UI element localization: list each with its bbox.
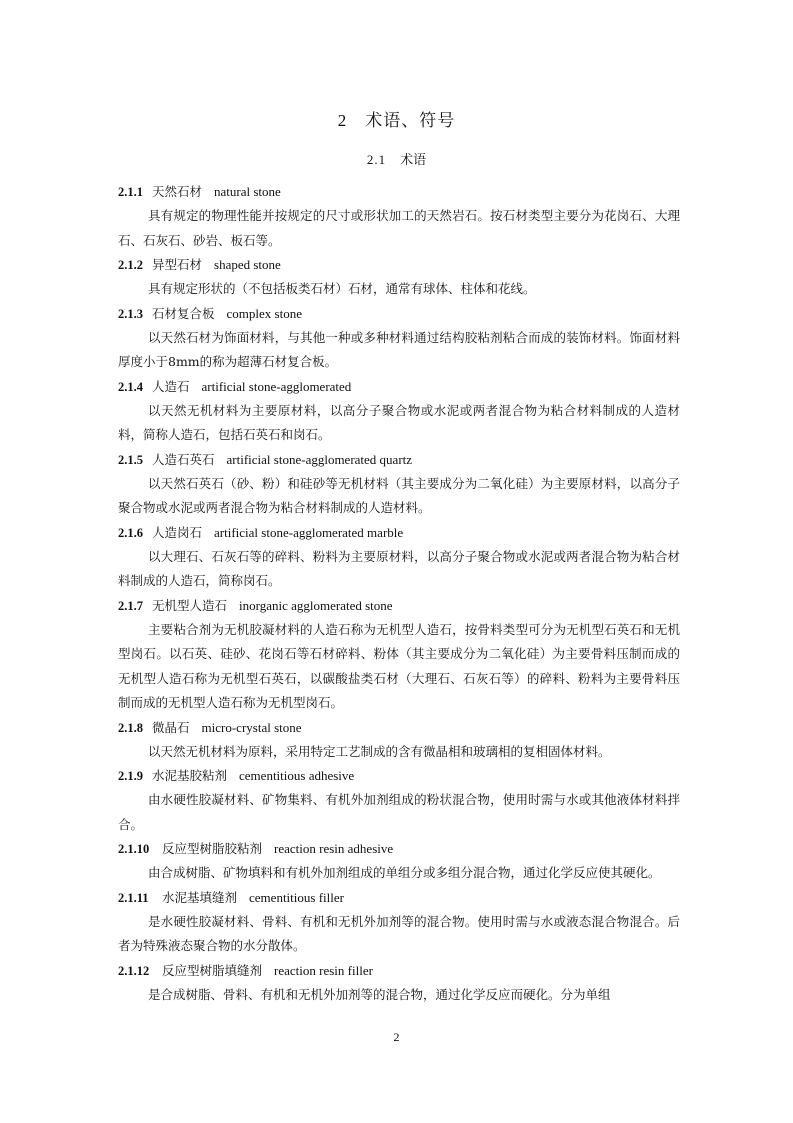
term-entry bbox=[118, 253, 680, 302]
term-definition: 由水硬性胶凝材料、矿物集料、有机外加剂组成的粉状混合物，使用时需与水或其他液体材料拌合。 bbox=[118, 792, 680, 832]
term-entry bbox=[118, 764, 680, 837]
term-number: 2.1.2 bbox=[118, 258, 143, 272]
term-name-en: inorganic agglomerated stone bbox=[239, 597, 393, 613]
term-definition: 主要粘合剂为无机胶凝材料的人造石称为无机型人造石，按骨料类型可分为无机型石英石和无机型岗石。以石英、硅砂、花岗石等石材碎料、粉体（其主要成分为二氧化硅）为主要骨料压制而成的无机型人造石称为无机型石英石，以碳酸盐类石材（大理石、石灰石等）的碎料、粉料为主要骨料压制而成的无机型人造石称为无机型岗石。 bbox=[118, 621, 680, 710]
term-name-zh: 微晶石 bbox=[152, 719, 190, 735]
term-list bbox=[118, 180, 680, 1007]
term-name-zh: 石材复合板 bbox=[152, 305, 215, 321]
term-name-zh: 反应型树脂填缝剂 bbox=[162, 962, 263, 978]
term-name-en: complex stone bbox=[226, 305, 302, 321]
term-entry bbox=[118, 594, 680, 716]
term-name-en: shaped stone bbox=[214, 257, 281, 272]
term-entry bbox=[118, 521, 680, 594]
term-definition: 具有规定的物理性能并按规定的尺寸或形状加工的天然岩石。按石材类型主要分为花岗石、大理石、石灰石、砂岩、板石等。 bbox=[118, 208, 680, 248]
term-name-zh: 无机型人造石 bbox=[152, 597, 228, 613]
section-title-text: 术语 bbox=[400, 153, 427, 168]
term-number: 2.1.3 bbox=[118, 306, 143, 321]
term-definition: 是合成树脂、骨料、有机和无机外加剂等的混合物，通过化学反应而硬化。分为单组 bbox=[148, 986, 611, 1002]
term-number: 2.1.4 bbox=[118, 379, 143, 394]
section-number: 2.1 bbox=[366, 152, 387, 167]
term-definition: 是水硬性胶凝材料、骨料、有机和无机外加剂等的混合物。使用时需与水或液态混合物混合。后者为特殊液态聚合物的水分散体。 bbox=[118, 913, 680, 953]
term-definition: 由合成树脂、矿物填料和有机外加剂组成的单组分或多组分混合物，通过化学反应使其硬化。 bbox=[148, 865, 661, 880]
term-name-en: natural stone bbox=[214, 184, 281, 199]
term-definition: 以大理石、石灰石等的碎料、粉料为主要原材料，以高分子聚合物或水泥或两者混合物为粘合材料制成的人造石，简称岗石。 bbox=[118, 548, 680, 588]
term-entry bbox=[118, 448, 680, 521]
chapter-title bbox=[0, 106, 793, 131]
term-definition: 以天然无机材料为主要原材料，以高分子聚合物或水泥或两者混合物为粘合材料制成的人造材料，简称人造石，包括石英石和岗石。 bbox=[118, 402, 680, 442]
term-entry bbox=[118, 959, 680, 1008]
section-title bbox=[0, 149, 793, 168]
term-entry bbox=[118, 716, 680, 765]
term-entry bbox=[118, 302, 680, 375]
term-name-zh: 水泥基填缝剂 bbox=[162, 889, 238, 905]
term-name-en: reaction resin filler bbox=[274, 962, 373, 978]
term-number: 2.1.6 bbox=[118, 525, 143, 540]
term-name-zh: 水泥基胶粘剂 bbox=[152, 768, 228, 783]
term-number: 2.1.9 bbox=[118, 769, 143, 783]
term-definition: 以天然无机材料为原料，采用特定工艺制成的含有微晶相和玻璃相的复相固体材料。 bbox=[148, 743, 611, 759]
chapter-number: 2 bbox=[337, 111, 348, 130]
term-number: 2.1.11 bbox=[118, 890, 149, 905]
term-entry bbox=[118, 837, 680, 886]
page-number: 2 bbox=[393, 1030, 400, 1044]
term-name-zh: 反应型树脂胶粘剂 bbox=[162, 841, 263, 856]
term-definition: 具有规定形状的（不包括板类石材）石材，通常有球体、柱体和花线。 bbox=[148, 281, 536, 296]
term-name-zh: 人造石英石 bbox=[152, 451, 215, 467]
term-number: 2.1.5 bbox=[118, 452, 143, 467]
term-entry bbox=[118, 180, 680, 253]
term-name-zh: 人造石 bbox=[152, 378, 190, 394]
term-number: 2.1.7 bbox=[118, 598, 143, 613]
term-definition: 以天然石材为饰面材料，与其他一种或多种材料通过结构胶粘剂粘合而成的装饰材料。饰面材料厚度小于8mm的称为超薄石材复合板。 bbox=[118, 329, 680, 369]
term-definition: 以天然石英石（砂、粉）和硅砂等无机材料（其主要成分为二氧化硅）为主要原材料，以高分子聚合物或水泥或两者混合物为粘合材料制成的人造材料。 bbox=[118, 475, 680, 515]
term-name-zh: 人造岗石 bbox=[152, 524, 203, 540]
chapter-title-text: 术语、符号 bbox=[365, 111, 456, 131]
term-number: 2.1.12 bbox=[118, 963, 150, 978]
term-number: 2.1.10 bbox=[118, 842, 150, 856]
term-number: 2.1.1 bbox=[118, 185, 143, 199]
term-name-zh: 天然石材 bbox=[152, 184, 203, 199]
term-number: 2.1.8 bbox=[118, 720, 143, 735]
term-name-en: micro-crystal stone bbox=[201, 719, 302, 735]
term-name-en: artificial stone-agglomerated marble bbox=[214, 524, 404, 540]
term-name-en: cementitious adhesive bbox=[239, 768, 355, 783]
term-name-zh: 异型石材 bbox=[152, 257, 203, 272]
term-name-en: artificial stone-agglomerated quartz bbox=[226, 451, 413, 467]
term-entry bbox=[118, 375, 680, 448]
term-name-en: cementitious filler bbox=[249, 889, 344, 905]
term-name-en: reaction resin adhesive bbox=[274, 841, 394, 856]
term-entry bbox=[118, 886, 680, 959]
term-name-en: artificial stone-agglomerated bbox=[201, 378, 352, 394]
